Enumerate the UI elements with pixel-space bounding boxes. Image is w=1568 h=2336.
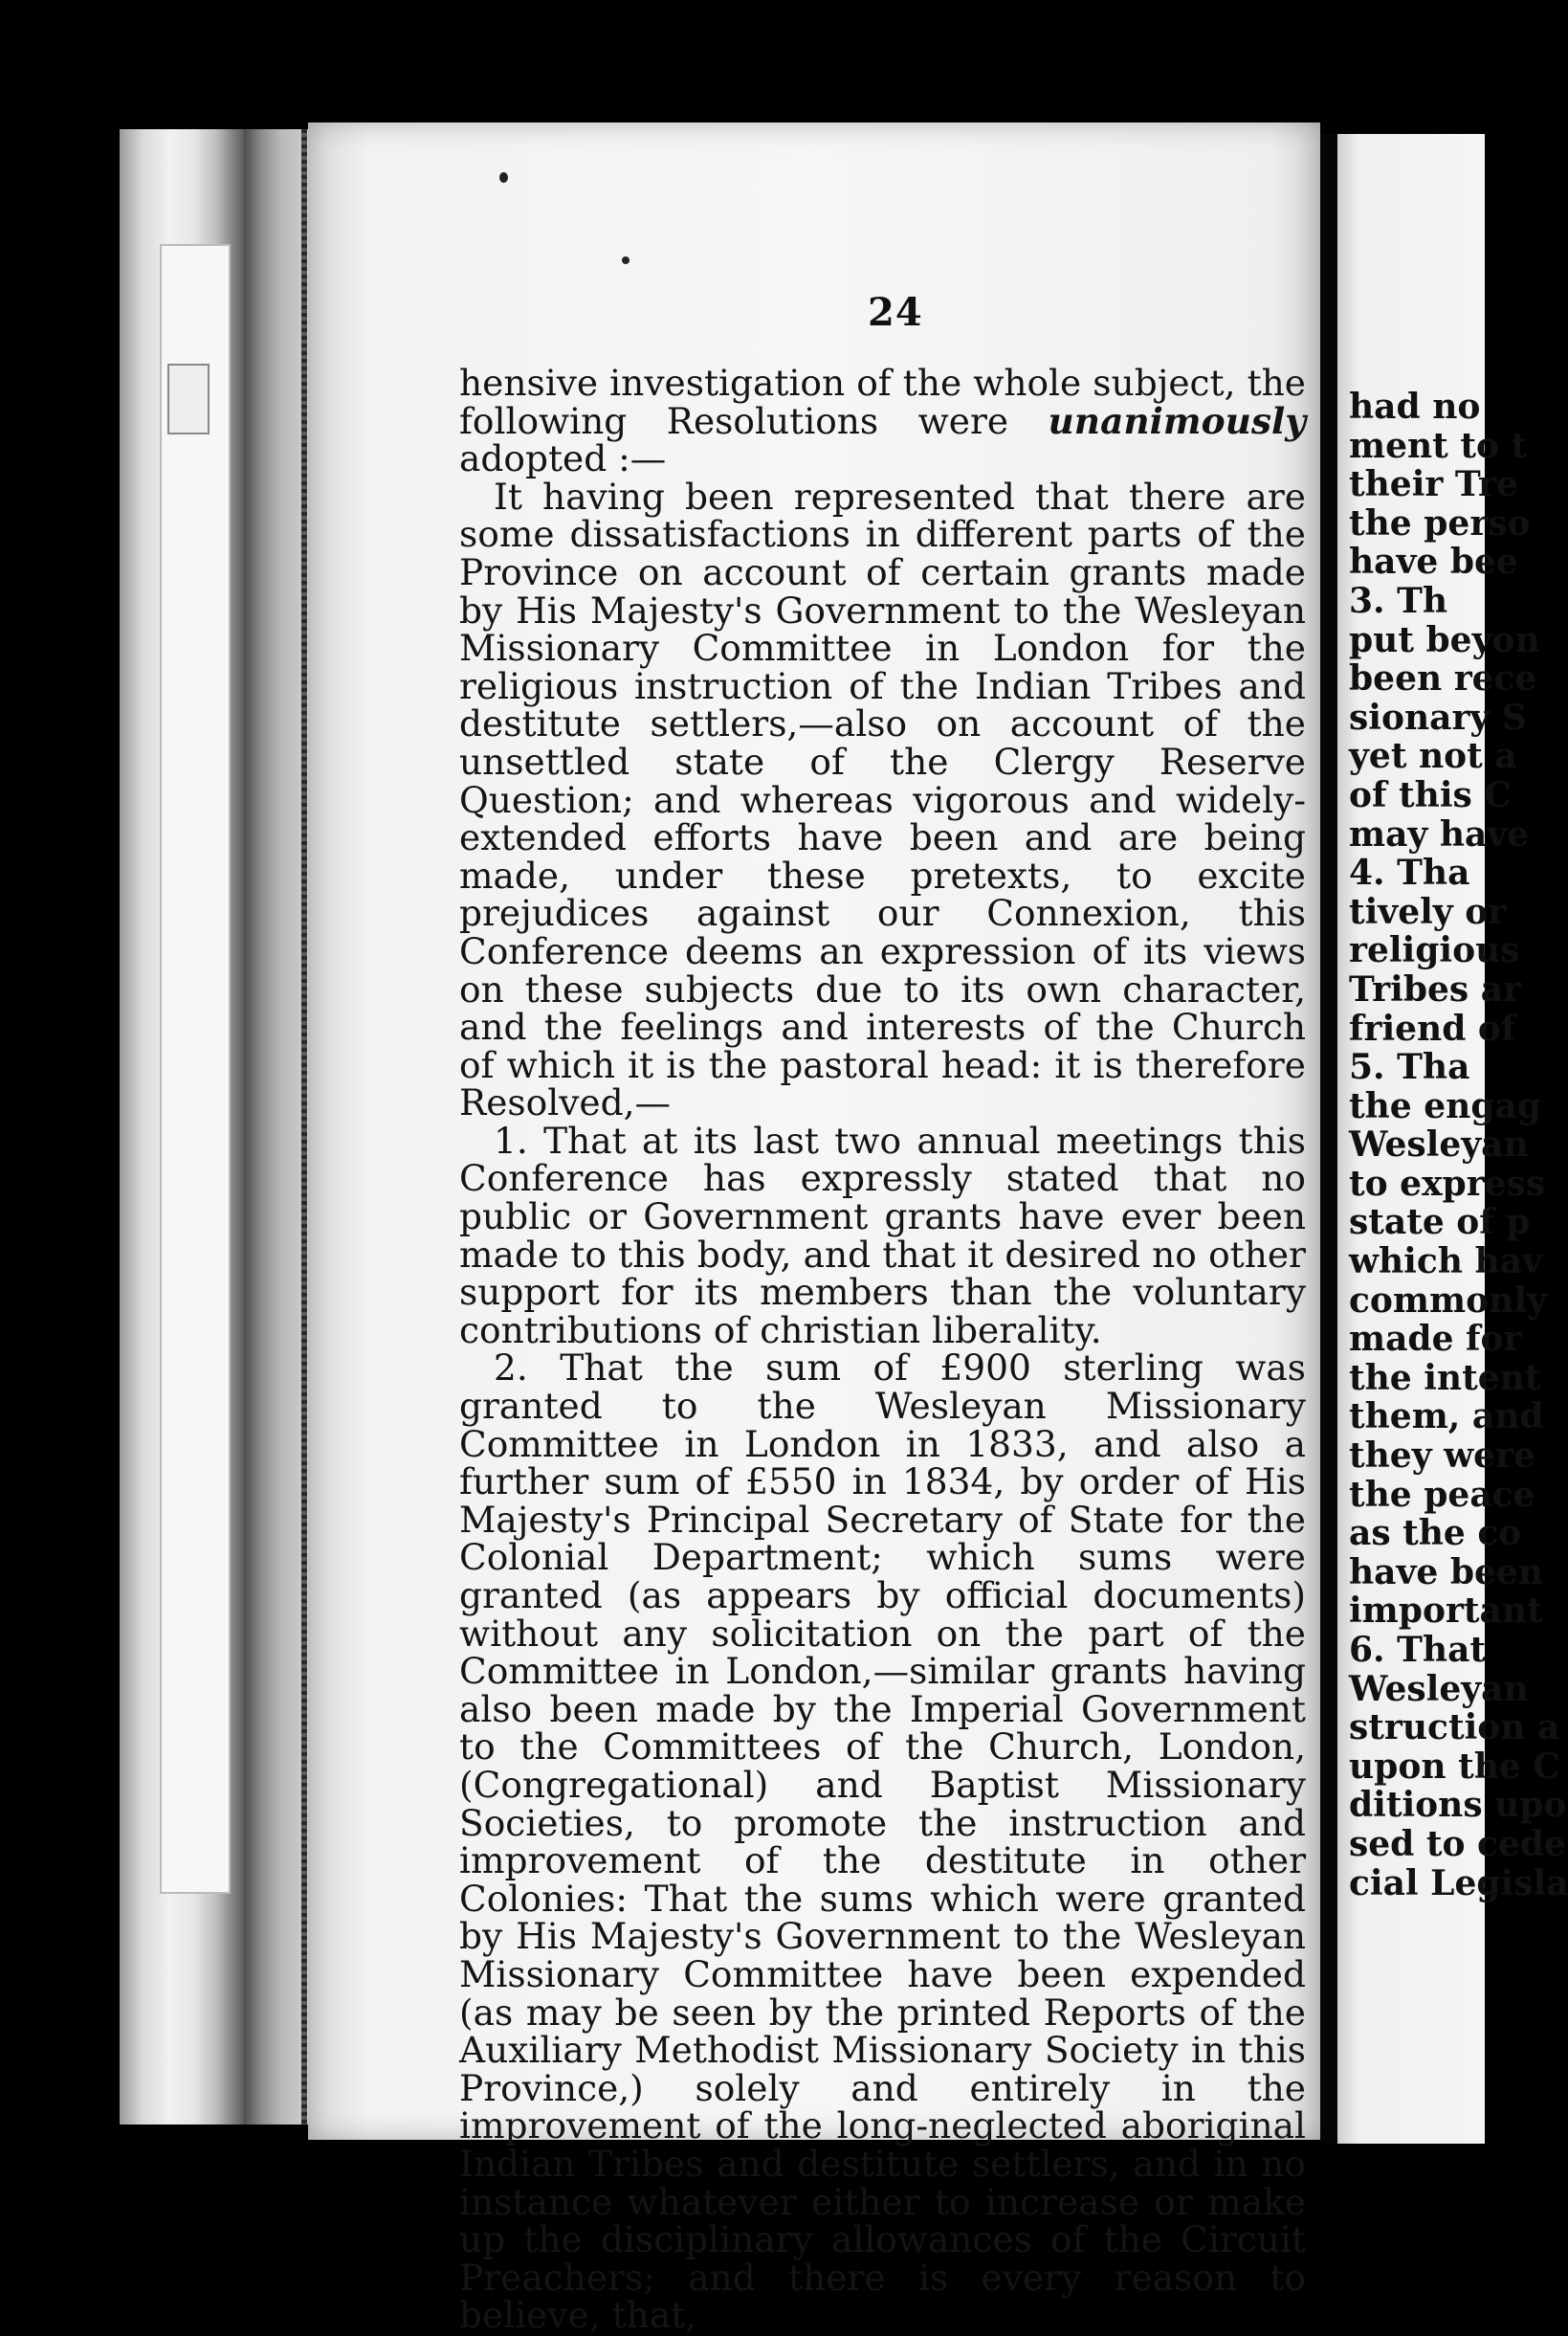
next-page-line: sionary S	[1349, 697, 1527, 738]
next-page-line: to express	[1349, 1163, 1546, 1204]
next-page-line: as the co	[1349, 1513, 1522, 1554]
next-page-line: cial Legisla	[1349, 1862, 1568, 1903]
next-page-line: the intent	[1349, 1357, 1541, 1398]
body-text	[459, 362, 1306, 2336]
next-page-edge	[1337, 134, 1568, 2144]
next-page-line: been rece	[1349, 658, 1537, 700]
next-page-line: Wesleyan	[1349, 1124, 1529, 1166]
next-page-line: may have	[1349, 813, 1530, 855]
next-page-line: have been	[1349, 1551, 1544, 1592]
next-page-line: sed to cede	[1349, 1823, 1566, 1864]
next-page-line: made for	[1349, 1319, 1522, 1360]
emphasis-unanimously: unanimously	[1048, 399, 1306, 442]
paragraph-resolution-1: 1. That at its last two annual meetings this Conference has expressly stated that no public or Government grants have ever been made to this body, and that it desired no other support for its members than the voluntary contributions of christian liberality.	[459, 1119, 1306, 1351]
main-page	[308, 122, 1320, 2336]
next-page-line: ditions upo	[1349, 1785, 1567, 1826]
next-page-text-fragments	[1349, 387, 1568, 1903]
page-divider	[1320, 134, 1337, 2144]
next-page-line: struction a	[1349, 1707, 1560, 1748]
next-page-line: 6. That	[1349, 1630, 1487, 1670]
ornament-box	[167, 364, 210, 434]
intro-text-end: adopted :—	[459, 437, 667, 480]
next-page-line: they were	[1349, 1435, 1535, 1477]
next-page-line: religious	[1349, 930, 1520, 971]
page-tab-sticker	[160, 244, 231, 1894]
previous-page-edge	[120, 129, 244, 2125]
next-page-line: 3. Th	[1349, 580, 1448, 621]
next-page-line: important	[1349, 1591, 1543, 1632]
next-page-line: of this C	[1349, 774, 1512, 815]
next-page-line: upon the C	[1349, 1746, 1560, 1787]
next-page-line: the engag	[1349, 1085, 1541, 1126]
next-page-line: yet not a	[1349, 736, 1517, 777]
next-page-line: their Tre	[1349, 464, 1518, 505]
next-page-line: had no	[1349, 387, 1481, 427]
paragraph-intro	[459, 362, 1306, 480]
next-page-line: the perso	[1349, 502, 1531, 544]
ink-speck	[499, 172, 508, 183]
next-page-line: which hav	[1349, 1241, 1542, 1282]
next-page-line: Tribes ar	[1349, 968, 1521, 1010]
book-gutter	[244, 129, 311, 2125]
page-number: 24	[868, 290, 923, 335]
next-page-line: 5. Tha	[1349, 1047, 1470, 1088]
next-page-line: tively or	[1349, 891, 1507, 932]
paragraph-resolution-2: 2. That the sum of £900 sterling was granted to the Wesleyan Missionary Committee in London in 1833, and also a further sum of £550 in 1834, by order of His Majesty's Principal Secretary of State for the Colonial Department; which sums were granted (as appears by official documents) without any solicitation on the part of the Committee in London,—similar grants having also been made by the Imperial Government to the Committees of the Church, London, (Congregational) and Baptist Missionary Societies, to promote the instruction and improvement of the destitute in other Colonies: That the sums which were granted by His Majesty's Government to the Wesleyan Missionary Committee have been expended (as may be seen by the printed Reports of the Auxiliary Methodist Missionary Society in this Province,) solely and entirely in the improvement of the long-neglected aboriginal Indian Tribes and destitute settlers, and in no instance whatever either to increase or make up the disciplinary allowances of the Circuit Preachers; and there is every reason to believe, that,	[459, 1346, 1306, 2336]
next-page-line: 4. Tha	[1349, 853, 1470, 894]
paragraph-preamble: It having been represented that there are some dissatisfactions in different parts of the Province on account of certain grants made by His Majesty's Government to the Wesleyan Missionary Committee in London for the religious instruction of the Indian Tribes and destitute settlers,—also on account of the unsettled state of the Clergy Reserve Question; and whereas vigorous and widely-extended efforts have been and are being made, under these pretexts, to excite prejudices against our Connexion, this Conference deems an expression of its views on these subjects due to its own character, and the feelings and interests of the Church of which it is the pastoral head: it is therefore Resolved,—	[459, 475, 1306, 1124]
next-page-line: friend of	[1349, 1008, 1516, 1049]
ink-speck	[622, 256, 629, 264]
next-page-line: Wesleyan	[1349, 1668, 1529, 1709]
next-page-line: put beyon	[1349, 619, 1540, 660]
next-page-line: the peace	[1349, 1474, 1535, 1515]
next-page-line: have bee	[1349, 542, 1518, 583]
next-page-line: commonly	[1349, 1279, 1547, 1321]
next-page-line: ment to t	[1349, 425, 1528, 466]
intro-text: hensive investigation of the whole subject, the following Resolutions were	[459, 362, 1306, 442]
next-page-line: them, and	[1349, 1396, 1544, 1437]
next-page-line: state of p	[1349, 1202, 1531, 1243]
